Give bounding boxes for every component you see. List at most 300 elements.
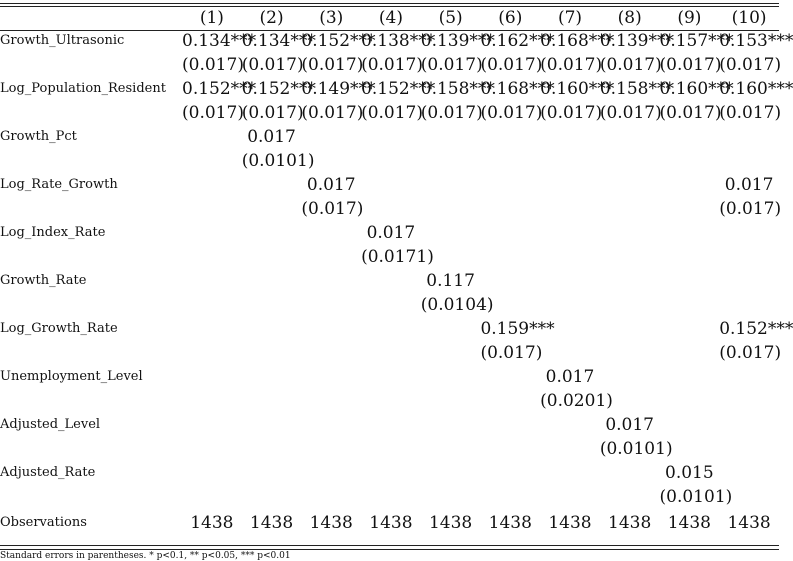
coefficient	[660, 173, 720, 197]
row-label: Growth_Pct	[0, 129, 77, 144]
observations-label: Observations	[0, 515, 87, 530]
coefficient	[301, 461, 361, 485]
table-cell	[540, 125, 600, 173]
table-cell	[480, 173, 540, 221]
observations-value: 1438	[488, 513, 532, 533]
observations-value: 1438	[428, 513, 473, 533]
table-row	[0, 173, 779, 221]
column-header: (2)	[259, 7, 284, 28]
coefficient	[480, 173, 540, 197]
table-cell	[660, 221, 720, 269]
standard-error	[540, 293, 600, 317]
coefficient	[242, 173, 302, 197]
table-row	[0, 221, 779, 269]
coefficient: 0.162***	[480, 31, 555, 51]
coefficient	[242, 269, 302, 293]
table-cell	[540, 365, 613, 413]
standard-error	[421, 341, 481, 365]
bottom-rule	[0, 545, 779, 546]
standard-error	[719, 293, 779, 317]
coefficient: 0.152***	[719, 319, 793, 339]
standard-error	[600, 341, 660, 365]
table-cell	[361, 29, 436, 77]
standard-error: (0.017)	[719, 199, 782, 219]
table-cell	[361, 221, 434, 269]
coefficient: 0.017	[724, 175, 774, 195]
table-row	[0, 365, 779, 413]
coefficient	[301, 269, 361, 293]
coefficient: 0.015	[665, 463, 714, 483]
standard-error: (0.0101)	[241, 151, 315, 171]
coefficient	[540, 221, 600, 245]
coefficient	[182, 221, 242, 245]
table-cell	[361, 77, 436, 125]
table-cell	[301, 365, 361, 413]
table-cell	[182, 29, 257, 77]
coefficient: 0.139***	[599, 31, 674, 51]
standard-error	[242, 389, 302, 413]
standard-error	[182, 149, 242, 173]
standard-error: (0.017)	[420, 55, 483, 75]
table-cell	[242, 413, 302, 461]
table-footnote: Standard errors in parentheses. * p<0.1, ** p<0.05, *** p<0.01	[0, 551, 291, 561]
column-header: (4)	[378, 7, 403, 28]
column-header: (3)	[319, 7, 344, 28]
standard-error	[660, 197, 720, 221]
standard-error	[719, 389, 779, 413]
table-cell	[480, 221, 540, 269]
standard-error	[361, 293, 421, 317]
coefficient: 0.152***	[182, 79, 257, 99]
row-label: Unemployment_Level	[0, 369, 143, 384]
table-cell	[301, 317, 361, 365]
table-cell	[241, 125, 315, 173]
standard-error	[421, 485, 481, 509]
coefficient	[421, 461, 481, 485]
table-cell	[301, 269, 361, 317]
table-cell	[301, 461, 361, 509]
coefficient	[719, 365, 779, 389]
standard-error: (0.017)	[361, 55, 424, 75]
row-label: Log_Population_Resident	[0, 81, 166, 96]
row-label: Log_Index_Rate	[0, 225, 106, 240]
table-cell	[659, 461, 733, 509]
coefficient	[242, 413, 302, 437]
observations-value: 1438	[190, 513, 234, 533]
standard-error: (0.017)	[480, 103, 543, 123]
standard-error	[719, 245, 779, 269]
standard-error: (0.017)	[719, 103, 782, 123]
coefficient: 0.117	[426, 271, 475, 291]
coefficient	[600, 365, 660, 389]
standard-error	[660, 245, 720, 269]
observations-value: 1438	[548, 513, 592, 533]
observations-value: 1438	[667, 513, 711, 533]
table-row	[0, 413, 779, 461]
standard-error	[660, 293, 720, 317]
table-cell	[719, 317, 793, 365]
coefficient: 0.168***	[540, 31, 615, 51]
table-cell	[480, 413, 540, 461]
table-cell	[182, 269, 242, 317]
table-cell	[182, 461, 242, 509]
table-cell	[242, 461, 302, 509]
standard-error	[480, 485, 540, 509]
standard-error	[301, 341, 361, 365]
coefficient	[182, 461, 242, 485]
standard-error	[540, 341, 600, 365]
standard-error	[182, 437, 242, 461]
coefficient: 0.160***	[540, 79, 615, 99]
standard-error	[421, 197, 481, 221]
coefficient	[540, 461, 600, 485]
standard-error	[242, 293, 302, 317]
header-blank	[0, 6, 182, 29]
coefficient: 0.017	[366, 223, 416, 243]
coefficient	[182, 173, 242, 197]
coefficient	[480, 413, 540, 437]
table-cell	[599, 77, 674, 125]
table-cell	[361, 125, 421, 173]
table-cell	[301, 77, 376, 125]
table-cell	[301, 413, 361, 461]
table-cell	[241, 77, 316, 125]
column-header: (9)	[677, 7, 702, 28]
table-cell	[421, 317, 481, 365]
table-cell	[361, 413, 421, 461]
standard-error	[182, 389, 242, 413]
table-cell	[480, 125, 540, 173]
standard-error: (0.017)	[241, 55, 304, 75]
observations-row	[0, 509, 779, 537]
standard-error	[600, 197, 660, 221]
table-row	[0, 77, 779, 125]
table-cell	[361, 173, 421, 221]
standard-error	[540, 197, 600, 221]
table-cell	[480, 29, 555, 77]
table-cell	[421, 173, 481, 221]
coefficient: 0.160***	[719, 79, 793, 99]
standard-error	[600, 149, 660, 173]
table-cell	[600, 125, 660, 173]
table-row	[0, 269, 779, 317]
standard-error: (0.017)	[182, 103, 244, 123]
standard-error	[301, 485, 361, 509]
table-cell	[600, 317, 660, 365]
coefficient: 0.134***	[182, 31, 257, 51]
standard-error	[660, 341, 720, 365]
table-cell	[540, 221, 600, 269]
table-cell	[361, 269, 421, 317]
standard-error: (0.017)	[301, 55, 364, 75]
column-header: (7)	[557, 7, 583, 28]
standard-error	[480, 197, 540, 221]
coefficient	[480, 269, 540, 293]
standard-error: (0.017)	[599, 103, 662, 123]
top-rule	[0, 3, 779, 4]
standard-error: (0.017)	[420, 103, 483, 123]
table-cell	[659, 77, 734, 125]
coefficient	[182, 125, 242, 149]
standard-error	[182, 245, 242, 269]
coefficient: 0.134***	[241, 31, 316, 51]
standard-error	[719, 149, 779, 173]
standard-error: (0.0171)	[361, 247, 434, 267]
coefficient	[480, 125, 540, 149]
table-cell	[719, 173, 782, 221]
coefficient: 0.158***	[420, 79, 495, 99]
table-cell	[182, 77, 257, 125]
standard-error	[719, 437, 779, 461]
standard-error	[361, 389, 421, 413]
table-cell	[242, 221, 302, 269]
table-cell	[301, 173, 364, 221]
coefficient	[361, 269, 421, 293]
coefficient	[182, 413, 242, 437]
standard-error	[540, 485, 600, 509]
table-cell	[421, 413, 481, 461]
coefficient	[600, 125, 660, 149]
coefficient	[540, 269, 600, 293]
table-cell	[361, 365, 421, 413]
table-cell	[242, 269, 302, 317]
table-cell	[182, 413, 242, 461]
coefficient	[182, 269, 242, 293]
regression-table	[0, 6, 793, 537]
standard-error: (0.0101)	[599, 439, 673, 459]
coefficient: 0.160***	[659, 79, 734, 99]
coefficient	[600, 269, 660, 293]
coefficient	[301, 413, 361, 437]
row-label: Adjusted_Rate	[0, 465, 96, 480]
column-header: (6)	[498, 7, 523, 28]
coefficient	[361, 173, 421, 197]
table-cell	[540, 269, 600, 317]
standard-error	[660, 389, 720, 413]
standard-error	[480, 389, 540, 413]
table-cell	[600, 269, 660, 317]
table-cell	[182, 221, 242, 269]
table-row	[0, 461, 779, 509]
observations-value: 1438	[727, 513, 771, 533]
coefficient	[361, 125, 421, 149]
coefficient	[361, 413, 421, 437]
standard-error	[301, 389, 361, 413]
table-cell	[540, 461, 600, 509]
standard-error	[242, 437, 302, 461]
coefficient	[600, 173, 660, 197]
table-cell	[660, 173, 720, 221]
standard-error	[361, 149, 421, 173]
standard-error	[361, 197, 421, 221]
row-label: Adjusted_Level	[0, 417, 101, 432]
standard-error: (0.0104)	[420, 295, 494, 315]
standard-error: (0.017)	[301, 199, 364, 219]
coefficient: 0.138***	[361, 31, 436, 51]
coefficient	[242, 365, 302, 389]
table-cell	[301, 221, 361, 269]
coefficient	[421, 221, 481, 245]
table-cell	[600, 461, 660, 509]
standard-error	[480, 245, 540, 269]
standard-error	[242, 197, 302, 221]
coefficient	[719, 269, 779, 293]
table-cell	[361, 461, 421, 509]
standard-error	[242, 485, 302, 509]
coefficient: 0.152***	[241, 79, 316, 99]
column-header: (10)	[731, 7, 767, 28]
coefficient	[540, 173, 600, 197]
coefficient	[480, 461, 540, 485]
table-cell	[242, 317, 302, 365]
table-cell	[421, 365, 481, 413]
table-cell	[719, 125, 779, 173]
coefficient	[600, 221, 660, 245]
standard-error	[540, 245, 600, 269]
table-cell	[242, 173, 302, 221]
observations-value: 1438	[608, 513, 652, 533]
coefficient	[660, 221, 720, 245]
table-cell	[719, 29, 793, 77]
standard-error	[480, 437, 540, 461]
standard-error	[361, 485, 421, 509]
table-cell	[420, 29, 495, 77]
table-cell	[599, 29, 674, 77]
table-cell	[660, 365, 720, 413]
standard-error: (0.017)	[480, 55, 543, 75]
coefficient: 0.153***	[719, 31, 793, 51]
table-cell	[719, 365, 779, 413]
table-cell	[420, 77, 495, 125]
table-cell	[480, 461, 540, 509]
standard-error	[660, 149, 720, 173]
coefficient	[719, 125, 779, 149]
coefficient	[421, 125, 481, 149]
standard-error: (0.017)	[241, 103, 304, 123]
row-label: Log_Growth_Rate	[0, 321, 118, 336]
standard-error: (0.017)	[540, 55, 603, 75]
observations-value: 1438	[369, 513, 413, 533]
standard-error: (0.017)	[361, 103, 424, 123]
standard-error	[600, 293, 660, 317]
table-cell	[719, 221, 779, 269]
table-cell	[540, 29, 615, 77]
row-label: Growth_Ultrasonic	[0, 33, 125, 48]
coefficient	[719, 413, 779, 437]
standard-error	[182, 485, 242, 509]
standard-error	[182, 341, 242, 365]
coefficient: 0.017	[605, 415, 654, 435]
coefficient	[242, 221, 302, 245]
coefficient	[361, 317, 421, 341]
table-cell	[182, 365, 242, 413]
coefficient	[660, 413, 720, 437]
coefficient	[480, 221, 540, 245]
observations-value: 1438	[309, 513, 353, 533]
standard-error	[242, 341, 302, 365]
coefficient	[660, 269, 720, 293]
coefficient	[421, 173, 481, 197]
table-cell	[600, 221, 660, 269]
standard-error	[480, 149, 540, 173]
standard-error: (0.017)	[301, 103, 364, 123]
coefficient	[361, 365, 421, 389]
standard-error	[540, 437, 600, 461]
coefficient	[301, 317, 361, 341]
table-cell	[719, 77, 793, 125]
bottom-rule-inner	[0, 549, 779, 550]
column-header: (1)	[199, 7, 224, 28]
coefficient	[719, 461, 779, 485]
table-cell	[182, 317, 242, 365]
coefficient: 0.159***	[480, 319, 555, 339]
standard-error: (0.017)	[182, 55, 244, 75]
table-cell	[420, 269, 494, 317]
standard-error	[182, 197, 242, 221]
coefficient: 0.152***	[301, 31, 376, 51]
standard-error	[421, 149, 481, 173]
table-row	[0, 125, 779, 173]
standard-error	[361, 437, 421, 461]
table-cell	[361, 317, 421, 365]
table-cell	[241, 29, 316, 77]
coefficient	[421, 413, 481, 437]
coefficient	[480, 365, 540, 389]
table-cell	[660, 317, 720, 365]
coefficient	[361, 461, 421, 485]
header-row	[0, 6, 779, 29]
standard-error	[301, 245, 361, 269]
standard-error	[182, 293, 242, 317]
standard-error	[301, 437, 361, 461]
standard-error: (0.0101)	[659, 487, 733, 507]
standard-error: (0.017)	[480, 343, 543, 363]
coefficient	[719, 221, 779, 245]
standard-error: (0.0201)	[540, 391, 613, 411]
row-label: Growth_Rate	[0, 273, 87, 288]
row-label: Log_Rate_Growth	[0, 177, 118, 192]
standard-error	[600, 245, 660, 269]
table-cell	[660, 269, 720, 317]
observations-value: 1438	[249, 513, 294, 533]
table-cell	[480, 317, 555, 365]
table-cell	[480, 77, 555, 125]
coefficient	[540, 413, 600, 437]
table-cell	[540, 173, 600, 221]
coefficient	[242, 461, 302, 485]
standard-error	[540, 149, 600, 173]
coefficient	[301, 221, 361, 245]
coefficient: 0.158***	[599, 79, 674, 99]
table-cell	[182, 125, 242, 173]
coefficient	[301, 365, 361, 389]
table-cell	[421, 461, 481, 509]
coefficient	[540, 125, 600, 149]
coefficient	[660, 125, 720, 149]
table-cell	[182, 173, 242, 221]
standard-error	[600, 485, 660, 509]
coefficient	[660, 365, 720, 389]
coefficient	[600, 317, 660, 341]
coefficient: 0.017	[247, 127, 296, 147]
table-cell	[719, 269, 779, 317]
standard-error	[421, 437, 481, 461]
coefficient	[660, 317, 720, 341]
table-cell	[660, 125, 720, 173]
standard-error	[361, 341, 421, 365]
table-cell	[480, 365, 540, 413]
column-header: (8)	[617, 7, 642, 28]
